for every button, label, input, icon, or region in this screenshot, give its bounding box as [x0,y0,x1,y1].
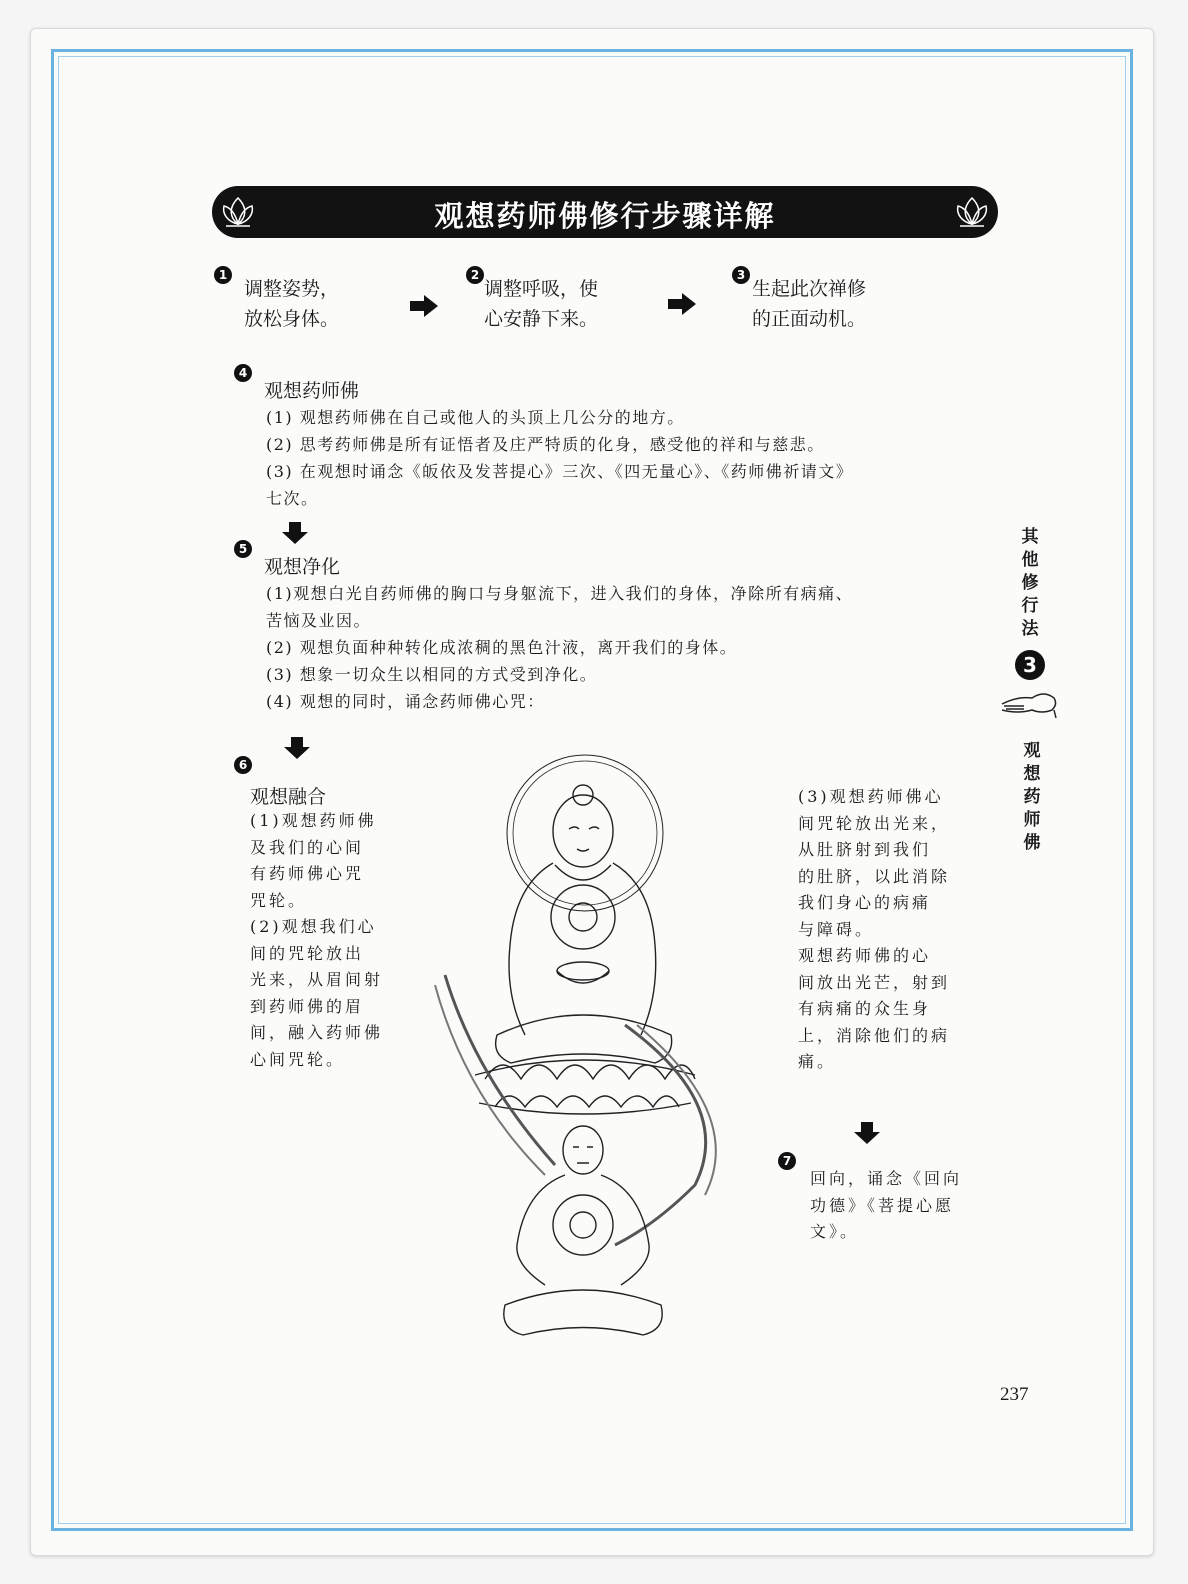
medicine-buddha-illustration [405,745,755,1350]
text-line: (1)观想药师佛 [250,811,377,830]
step-number: 1 [214,266,232,284]
step-number: 3 [732,266,750,284]
step-3-text: 生起此次禅修 的正面动机。 [752,278,867,330]
step-6-right-lines [798,784,950,1076]
section-label: 观想药师佛 [1023,741,1041,853]
page-title: 观想药师佛修行步骤详解 [434,199,776,233]
text-line: 苦恼及业因。 [266,611,372,630]
text-line: 及我们的心间 [250,837,365,857]
step-number: 2 [466,266,484,284]
text-line: 七次。 [266,489,319,508]
text-line: 有病痛的众生身 [798,999,932,1018]
text-line: 上，消除他们的病 [798,1025,951,1045]
hand-icon [998,684,1060,722]
text-line: 回向，诵念《回向 [810,1169,963,1188]
step-6-left-lines [250,808,383,1073]
step-7-lines [810,1166,962,1246]
step-1-text: 调整姿势， 放松身体。 [244,278,340,330]
title-banner [212,186,998,238]
text-line: 与障碍。 [798,919,875,939]
text-line: (4) 观想的同时，诵念药师佛心咒： [266,692,545,711]
page-number: 237 [1000,1384,1029,1405]
text-line: (1) 观想药师佛在自己或他人的头顶上几公分的地方。 [266,408,685,427]
text-line: 文》。 [810,1222,860,1241]
lotus-icon [952,192,992,232]
text-line: 的肚脐，以此消除 [798,866,951,886]
text-line: (1)观想白光自药师佛的胸口与身躯流下，进入我们的身体，净除所有病痛、 [266,584,854,603]
step-4-lines [266,404,853,512]
text-line: (2) 思考药师佛是所有证悟者及庄严特质的化身，感受他的祥和与慈悲。 [266,435,825,454]
text-line: 从肚脐射到我们 [798,840,932,859]
text-line: 间咒轮放出光来， [798,813,951,833]
chapter-label: 其他修行法 [1021,527,1039,639]
step-4-title: 观想药师佛 [264,380,360,402]
step-5-lines [266,580,853,715]
step-number: 6 [234,756,252,774]
step-6-title: 观想融合 [250,786,327,808]
text-line: 痛。 [798,1052,837,1071]
text-line: 功德》《菩提心愿 [810,1195,955,1215]
step-number: 4 [234,364,252,382]
text-line: 咒轮。 [250,890,308,910]
step-number: 7 [778,1152,796,1170]
text-line: 间，融入药师佛 [250,1023,384,1042]
text-line: 观想药师佛的心 [798,946,932,965]
arrow-down-icon [284,737,310,759]
text-line: (2) 观想负面种种转化成浓稠的黑色汁液，离开我们的身体。 [266,638,738,657]
arrow-down-icon [854,1122,880,1144]
text-line: 到药师佛的眉 [250,996,365,1016]
arrow-right-icon [410,295,438,317]
text-line: 我们身心的病痛 [798,893,932,912]
step-5-title: 观想净化 [264,556,341,578]
text-line: (2)观想我们心 [250,917,377,936]
arrow-right-icon [668,293,696,315]
text-line: (3) 想象一切众生以相同的方式受到净化。 [266,665,598,684]
arrow-down-icon [282,522,308,544]
chapter-number: 3 [1015,650,1045,680]
text-line: 间的咒轮放出 [250,943,365,963]
text-line: 心间咒轮。 [250,1049,346,1069]
text-line: (3) 在观想时诵念《皈依及发菩提心》三次、《四无量心》、《药师佛祈请文》 [266,462,854,481]
step-2-text: 调整呼吸，使 心安静下来。 [484,278,599,330]
text-line: 有药师佛心咒 [250,864,365,883]
step-number: 5 [234,540,252,558]
text-line: 光来，从眉间射 [250,970,384,989]
text-line: 间放出光芒，射到 [798,972,951,992]
text-line: (3)观想药师佛心 [798,787,944,806]
